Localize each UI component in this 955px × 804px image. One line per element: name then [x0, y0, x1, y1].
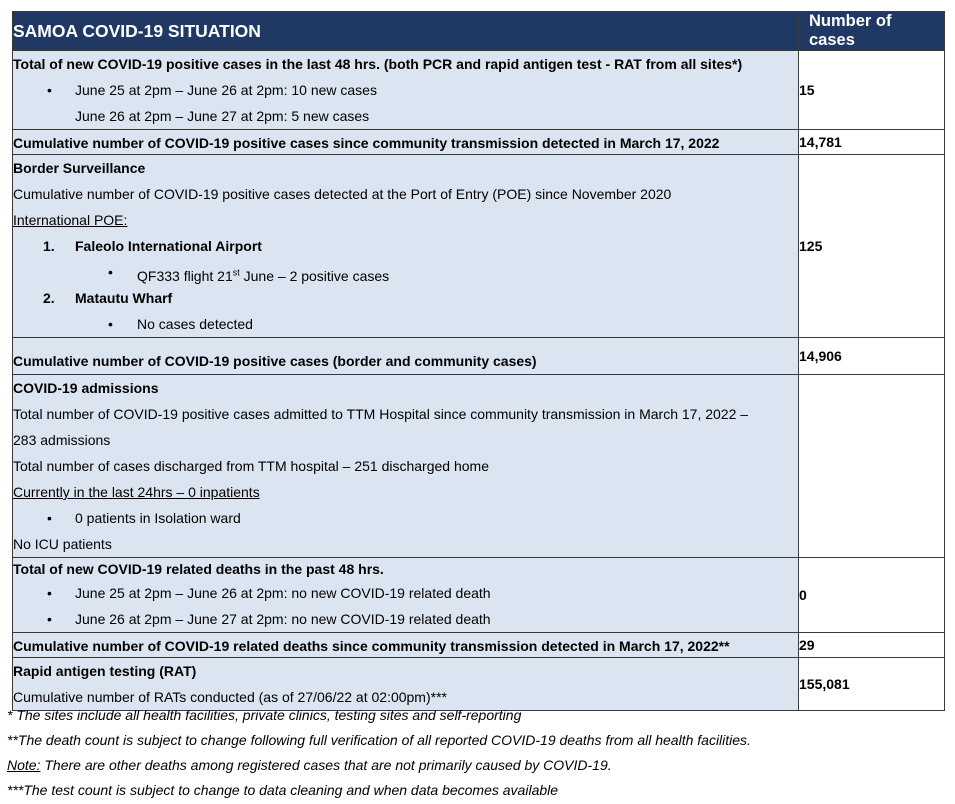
wharf-label: Matautu Wharf — [75, 290, 173, 306]
note-text: There are other deaths among registered cases that are not primarily caused by COVID-19. — [40, 757, 612, 773]
wharf-bullet: No cases detected — [137, 316, 253, 332]
cumulative-community-description — [13, 130, 799, 155]
table-row — [13, 375, 945, 558]
new-cases-description — [13, 51, 799, 130]
bullet-icon: • — [108, 316, 113, 332]
cumulative-community-title: Cumulative number of COVID-19 positive cases since community transmission detected in March 17, 2022 — [13, 135, 720, 151]
table-title: SAMOA COVID-19 SITUATION — [13, 12, 799, 51]
deaths-cumulative-title: Cumulative number of COVID-19 related deaths since community transmission detected in March 17, 2022** — [13, 638, 730, 654]
bullet-icon: • — [47, 82, 52, 98]
list-item — [13, 505, 798, 531]
admissions-count: 283 admissions — [13, 432, 111, 448]
cumulative-total-value: 14,906 — [799, 338, 945, 375]
airport-label: Faleolo International Airport — [75, 238, 262, 254]
footnote-sites: * The sites include all health facilities, private clinics, testing sites and self-reporting — [7, 707, 522, 723]
icu-line: No ICU patients — [13, 536, 112, 552]
item-number: 1. — [43, 238, 55, 254]
footnote-note — [7, 753, 751, 778]
bullet-icon: • — [47, 510, 52, 526]
new-cases-title: Total of new COVID-19 positive cases in the last 48 hrs. (both PCR and rapid antigen test - RAT from all sites*) — [13, 56, 743, 72]
footnotes — [7, 703, 751, 803]
new-cases-value: 15 — [799, 51, 945, 130]
list-item — [13, 580, 798, 606]
admissions-description — [13, 375, 799, 558]
note-label: Note: — [7, 757, 41, 773]
deaths-new-description — [13, 558, 799, 633]
isolation-bullet: 0 patients in Isolation ward — [75, 510, 241, 526]
discharged-line: Total number of cases discharged from TTM hospital – 251 discharged home — [13, 458, 489, 474]
deaths-cumulative-value: 29 — [799, 633, 945, 658]
list-item — [13, 606, 798, 632]
bullet-icon: • — [47, 585, 52, 601]
footnote-deaths: **The death count is subject to change following full verification of all reported COVID-19 deaths from all health facilities. — [7, 732, 751, 748]
cumulative-total-title: Cumulative number of COVID-19 positive cases (border and community cases) — [13, 353, 537, 369]
footnote-tests: ***The test count is subject to change to data cleaning and when data becomes available — [7, 782, 559, 798]
item-number: 2. — [43, 290, 55, 306]
list-item — [13, 259, 798, 285]
border-description — [13, 155, 799, 338]
deaths-cumulative-description — [13, 633, 799, 658]
inpatients-line: Currently in the last 24hrs – 0 inpatients — [13, 484, 260, 500]
table-row — [13, 51, 945, 130]
new-cases-period-2: June 26 at 2pm – June 27 at 2pm: 5 new cases — [75, 108, 370, 124]
table-row — [13, 558, 945, 633]
rat-title: Rapid antigen testing (RAT) — [13, 663, 197, 679]
list-item — [13, 233, 798, 259]
table-row — [13, 633, 945, 658]
deaths-period-2: June 26 at 2pm – June 27 at 2pm: no new COVID-19 related death — [75, 611, 491, 627]
rat-value: 155,081 — [799, 658, 945, 711]
border-desc: Cumulative number of COVID-19 positive cases detected at the Port of Entry (POE) since November 2020 — [13, 186, 672, 202]
cumulative-community-value: 14,781 — [799, 130, 945, 155]
table-header-row — [13, 12, 945, 51]
border-title: Border Surveillance — [13, 160, 146, 176]
table-row — [13, 155, 945, 338]
table-row — [13, 338, 945, 375]
list-item — [13, 311, 798, 337]
admissions-title: COVID-19 admissions — [13, 380, 159, 396]
deaths-new-value: 0 — [799, 558, 945, 633]
bullet-icon: • — [47, 611, 52, 627]
table-row — [13, 130, 945, 155]
border-value: 125 — [799, 155, 945, 338]
international-poe-label: International POE: — [13, 212, 128, 228]
list-item — [13, 285, 798, 311]
deaths-new-title: Total of new COVID-19 related deaths in the past 48 hrs. — [13, 561, 384, 577]
admissions-total-line: Total number of COVID-19 positive cases admitted to TTM Hospital since community transmission in March 17, 2022 – — [13, 406, 749, 422]
bullet-icon: • — [108, 264, 113, 280]
situation-table — [12, 11, 945, 711]
flight-bullet: QF333 flight 21st June – 2 positive cases — [137, 267, 390, 284]
deaths-period-1: June 25 at 2pm – June 26 at 2pm: no new COVID-19 related death — [75, 585, 491, 601]
admissions-value — [799, 375, 945, 558]
cases-column-header: Number of cases — [799, 12, 945, 51]
cumulative-total-description — [13, 338, 799, 375]
list-item — [13, 77, 798, 103]
new-cases-period-1: June 25 at 2pm – June 26 at 2pm: 10 new cases — [75, 82, 377, 98]
rat-desc: Cumulative number of RATs conducted (as of 27/06/22 at 02:00pm)*** — [13, 689, 447, 705]
